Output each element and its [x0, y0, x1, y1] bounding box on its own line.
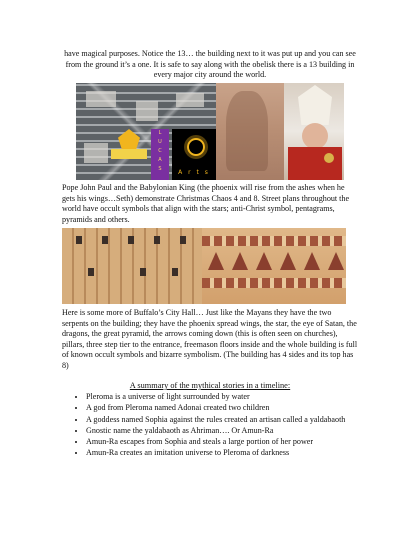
- sun-icon: [187, 138, 205, 156]
- buffalo-paragraph: Here is some more of Buffalo’s City Hall… Just like the Mayans they have the two serpents on the building; they have the phoenix spread wings, the star, the eye of Satan, the dragons, the great pyramid, the arrows coming down (this is often seen on churches), pillars, three step tier to the entrance, freemason floors inside and the whole building is full of known occult symbols and bizarre symbolism. (The building has 4 sides and its top has 8): [62, 308, 358, 370]
- pope-paragraph: Pope John Paul and the Babylonian King (the phoenix will rise from the ashes when he gets his wings…Seth) demonstrate Christmas Chaos 4 and 8. Street plans throughout the world have occult symbols that align with the stars; anti-Christ symbol, pentagrams, pyramids and others.: [62, 183, 350, 224]
- pope-photo: [284, 83, 344, 180]
- buffalo-city-hall-image: [62, 228, 346, 304]
- collage-image-street-plan-and-pope: [76, 83, 344, 180]
- list-item: • Amun-Ra escapes from Sophia and steals a large portion of her power: [86, 437, 372, 448]
- babylonian-relief-photo: [216, 83, 284, 180]
- city-hall-tower-photo: [62, 228, 202, 304]
- summary-heading: A summary of the mythical stories in a timeline:: [129, 381, 291, 390]
- art-deco-frieze-photo: [202, 228, 346, 304]
- list-item: • Amun-Ra creates an imitation universe to Pleroma of darkness: [86, 448, 372, 459]
- list-item: • Gnostic name the yaldabaoth as Ahriman…. Or Amun-Ra: [86, 426, 372, 437]
- summary-list: [72, 392, 372, 460]
- arts-logo: A r t s: [172, 129, 216, 180]
- list-item: • Pleroma is a universe of light surrounded by water: [86, 392, 372, 403]
- intro-paragraph: have magical purposes. Notice the 13… the building next to it was put up and you can see from the ground it’s a one. It is safe to say along with the obelisk there is a 13 building in every major city around the world.: [64, 49, 356, 80]
- list-item: • A god from Pleroma named Adonai created two children: [86, 403, 372, 414]
- list-item: • A goddess named Sophia against the rules created an artisan called a yaldabaoth: [86, 415, 372, 426]
- lucas-logo-column: L U C A S: [151, 129, 169, 180]
